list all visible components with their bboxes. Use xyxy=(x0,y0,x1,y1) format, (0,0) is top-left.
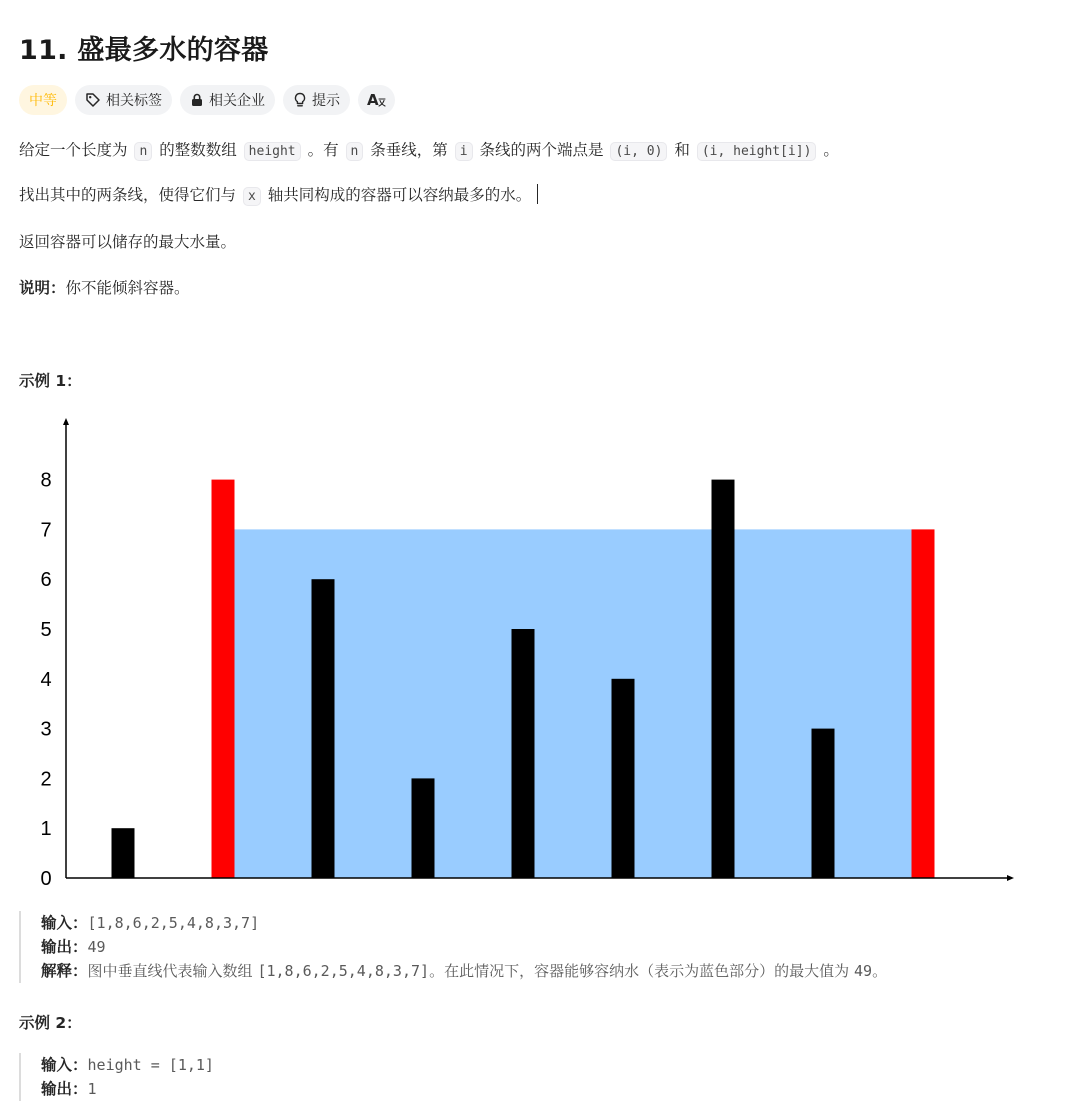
bar xyxy=(812,729,835,878)
note-text: 你不能倾斜容器。 xyxy=(65,279,190,297)
hint-button[interactable] xyxy=(283,85,350,115)
container-chart xyxy=(0,400,1067,900)
text-caret xyxy=(537,184,538,204)
bar xyxy=(412,778,435,878)
y-tick-label: 7 xyxy=(40,519,52,542)
highlighted-bar xyxy=(212,480,235,878)
related-companies-label: 相关企业 xyxy=(209,93,265,109)
example-2-input-value: height = [1,1] xyxy=(87,1056,214,1074)
description-paragraph-3: 返回容器可以储存的最大水量。 xyxy=(19,233,237,251)
y-tick-label: 6 xyxy=(40,569,52,592)
example-1-block xyxy=(19,911,887,983)
tag-bar xyxy=(19,85,395,115)
inline-code: i xyxy=(455,142,473,161)
example-1-output-value: 49 xyxy=(87,938,106,956)
y-tick-label: 1 xyxy=(40,818,52,841)
bar xyxy=(512,629,535,878)
difficulty-badge xyxy=(19,85,67,115)
inline-code: height xyxy=(244,142,301,161)
y-tick-label: 8 xyxy=(40,469,52,492)
inline-code: n xyxy=(134,142,152,161)
difficulty-label: 中等 xyxy=(29,93,57,109)
description-paragraph-2: 找出其中的两条线，使得它们与 x 轴共同构成的容器可以容纳最多的水。 xyxy=(19,183,538,209)
y-tick-label: 0 xyxy=(40,868,52,890)
example-1-label: 示例 1： xyxy=(19,372,82,390)
example-2-input-row: 输入：height = [1,1] xyxy=(41,1056,214,1074)
example-2-output-row: 输出：1 xyxy=(41,1080,97,1098)
y-axis-arrow xyxy=(63,418,69,425)
problem-title: 11. 盛最多水的容器 xyxy=(19,35,269,66)
example-2-output-value: 1 xyxy=(87,1080,97,1098)
note-label: 说明： xyxy=(19,279,66,297)
bar xyxy=(712,480,735,878)
tag-icon xyxy=(85,92,101,108)
lightbulb-icon xyxy=(293,92,307,108)
example-1-input-value: [1,8,6,2,5,4,8,3,7] xyxy=(87,914,260,932)
inline-code: x xyxy=(243,187,261,206)
related-companies-button[interactable] xyxy=(180,85,275,115)
inline-code: (i, height[i]) xyxy=(697,142,817,161)
translate-icon: A xyxy=(367,93,386,107)
y-tick-label: 2 xyxy=(40,768,52,791)
inline-code: (i, 0) xyxy=(610,142,667,161)
lock-icon xyxy=(190,93,204,107)
example-1-explanation-row: 解释：图中垂直线代表输入数组 [1,8,6,2,5,4,8,3,7]。在此情况下，容器能够容纳水（表示为蓝色部分）的最大值为 49。 xyxy=(41,962,888,980)
inline-code: n xyxy=(346,142,364,161)
bar xyxy=(312,579,335,878)
y-tick-label: 3 xyxy=(40,718,52,741)
example-2-block xyxy=(19,1053,214,1101)
example-1-input-row: 输入：[1,8,6,2,5,4,8,3,7] xyxy=(41,914,260,932)
description-note xyxy=(19,276,190,300)
water-area xyxy=(235,529,912,878)
description-paragraph-1: 给定一个长度为 n 的整数数组 height 。有 n 条垂线，第 i 条线的两个端点是 (i, 0) 和 (i, height[i]) 。 xyxy=(19,141,839,159)
y-tick-label: 5 xyxy=(40,619,52,641)
hint-label: 提示 xyxy=(312,93,340,109)
bar xyxy=(612,679,635,878)
highlighted-bar xyxy=(912,529,935,878)
example-2-label: 示例 2： xyxy=(19,1014,82,1032)
example-1-output-row: 输出：49 xyxy=(41,938,106,956)
y-tick-label: 4 xyxy=(40,668,52,691)
x-axis-arrow xyxy=(1007,875,1014,881)
bar xyxy=(112,828,135,878)
translate-button[interactable] xyxy=(358,85,395,115)
related-tags-button[interactable] xyxy=(75,85,172,115)
related-tags-label: 相关标签 xyxy=(106,93,162,109)
